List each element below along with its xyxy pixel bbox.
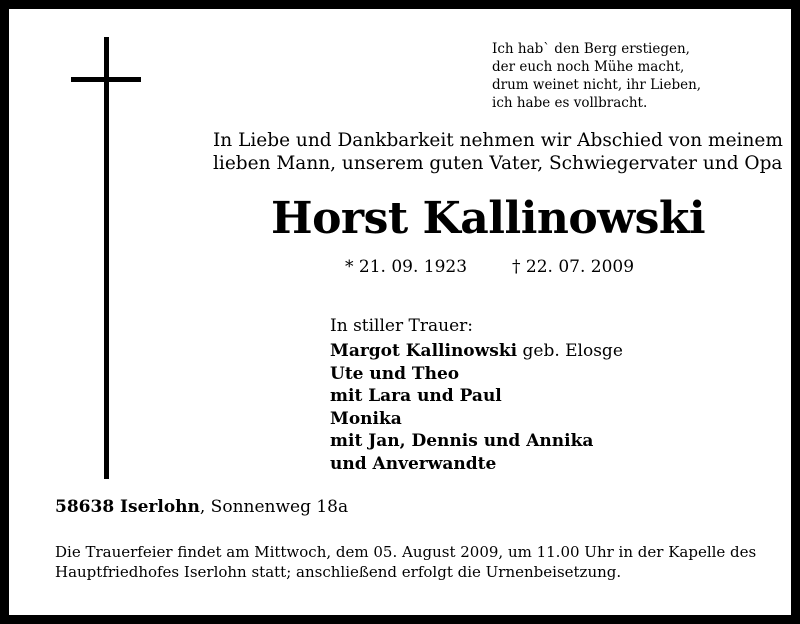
mourner-line: mit Jan, Dennis und Annika [330, 431, 594, 451]
intro-text [213, 129, 783, 175]
address-city: 58638 Iserlohn [55, 497, 200, 517]
deceased-name: Horst Kallinowski [271, 193, 706, 244]
address-street: , Sonnenweg 18a [199, 497, 349, 517]
mourner-line: und Anverwandte [330, 453, 497, 474]
mourner-suffix: geb. Elosge [517, 341, 623, 361]
obituary-card [9, 9, 791, 615]
poem-line: Ich hab` den Berg erstiegen, [492, 41, 690, 57]
poem-line: ich habe es vollbracht. [492, 95, 648, 111]
poem-line: der euch noch Mühe macht, [492, 59, 685, 75]
service-info [55, 542, 785, 582]
service-line: Hauptfriedhofes Iserlohn statt; anschließend erfolgt die Urnenbeisetzung. [55, 563, 622, 581]
mourner-line: Monika [330, 408, 402, 429]
intro-line: lieben Mann, unserem guten Vater, Schwiegervater und Opa [213, 153, 783, 174]
death-date: † 22. 07. 2009 [512, 257, 635, 277]
intro-line: In Liebe und Dankbarkeit nehmen wir Abschied von meinem [213, 130, 783, 151]
mourner-line [330, 340, 623, 363]
birth-date: * 21. 09. 1923 [345, 257, 468, 277]
mourner-line: Ute und Theo [330, 363, 460, 384]
cross-icon-bar [71, 77, 141, 82]
mourners-list [330, 340, 623, 475]
mourner-line: mit Lara und Paul [330, 386, 502, 406]
service-line: Die Trauerfeier findet am Mittwoch, dem 05. August 2009, um 11.00 Uhr in der Kapelle des [55, 543, 757, 561]
mourner-name: Margot Kallinowski [330, 341, 518, 361]
poem-line: drum weinet nicht, ihr Lieben, [492, 77, 702, 93]
cross-icon [104, 37, 109, 479]
mourners-label: In stiller Trauer: [330, 316, 473, 336]
poem [492, 40, 782, 112]
address [55, 497, 348, 517]
